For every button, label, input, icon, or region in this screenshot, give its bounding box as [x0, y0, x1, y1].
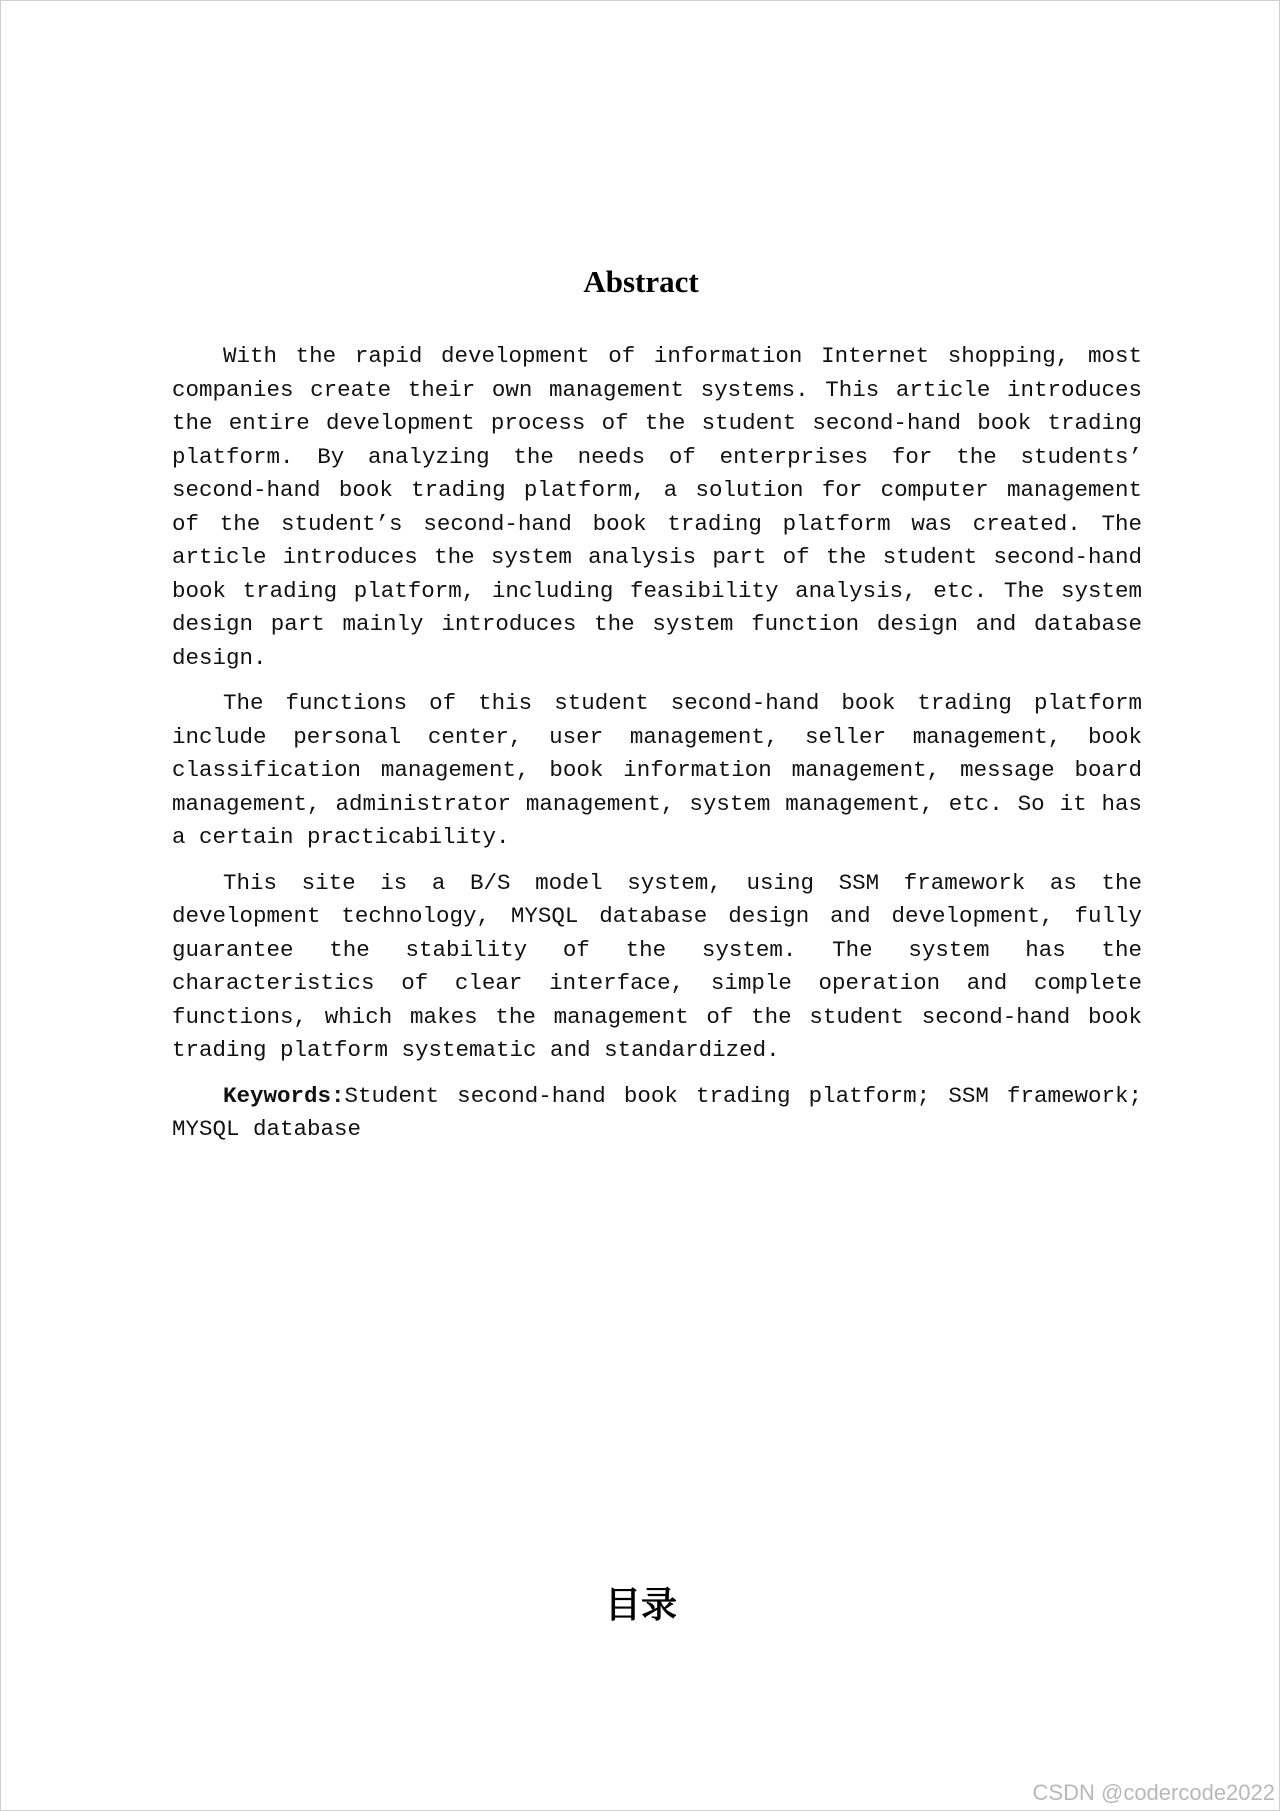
- keywords-line: [172, 1080, 1142, 1147]
- keywords-label: Keywords:: [223, 1082, 345, 1109]
- abstract-body: [172, 340, 1142, 1159]
- abstract-title: Abstract: [583, 264, 699, 299]
- abstract-paragraph-2: The functions of this student second-hand book trading platform include personal center, user management, seller management, book classification management, book information management, message board management, administrator management, system management, etc. So it has a certain practicability.: [172, 690, 1142, 850]
- watermark: CSDN @codercode2022: [1032, 1780, 1275, 1805]
- abstract-paragraph-3: This site is a B/S model system, using SSM framework as the development technology, MYSQL database design and development, fully guarantee the stability of the system. The system has the characteristics of clear interface, simple operation and complete functions, which makes the management of the student second-hand book trading platform systematic and standardized.: [172, 869, 1142, 1063]
- keywords-text: Student second-hand book trading platform; SSM framework; MYSQL database: [172, 1082, 1142, 1142]
- abstract-paragraph-1: With the rapid development of information Internet shopping, most companies create their own management systems. This article introduces the entire development process of the student second-hand book trading platform. By analyzing the needs of enterprises for the students’ second-hand book trading platform, a solution for computer management of the student’s second-hand book trading platform was created. The article introduces the system analysis part of the student second-hand book trading platform, including feasibility analysis, etc. The system design part mainly introduces the system function design and database design.: [172, 343, 1142, 671]
- toc-title: 目录: [604, 1585, 677, 1626]
